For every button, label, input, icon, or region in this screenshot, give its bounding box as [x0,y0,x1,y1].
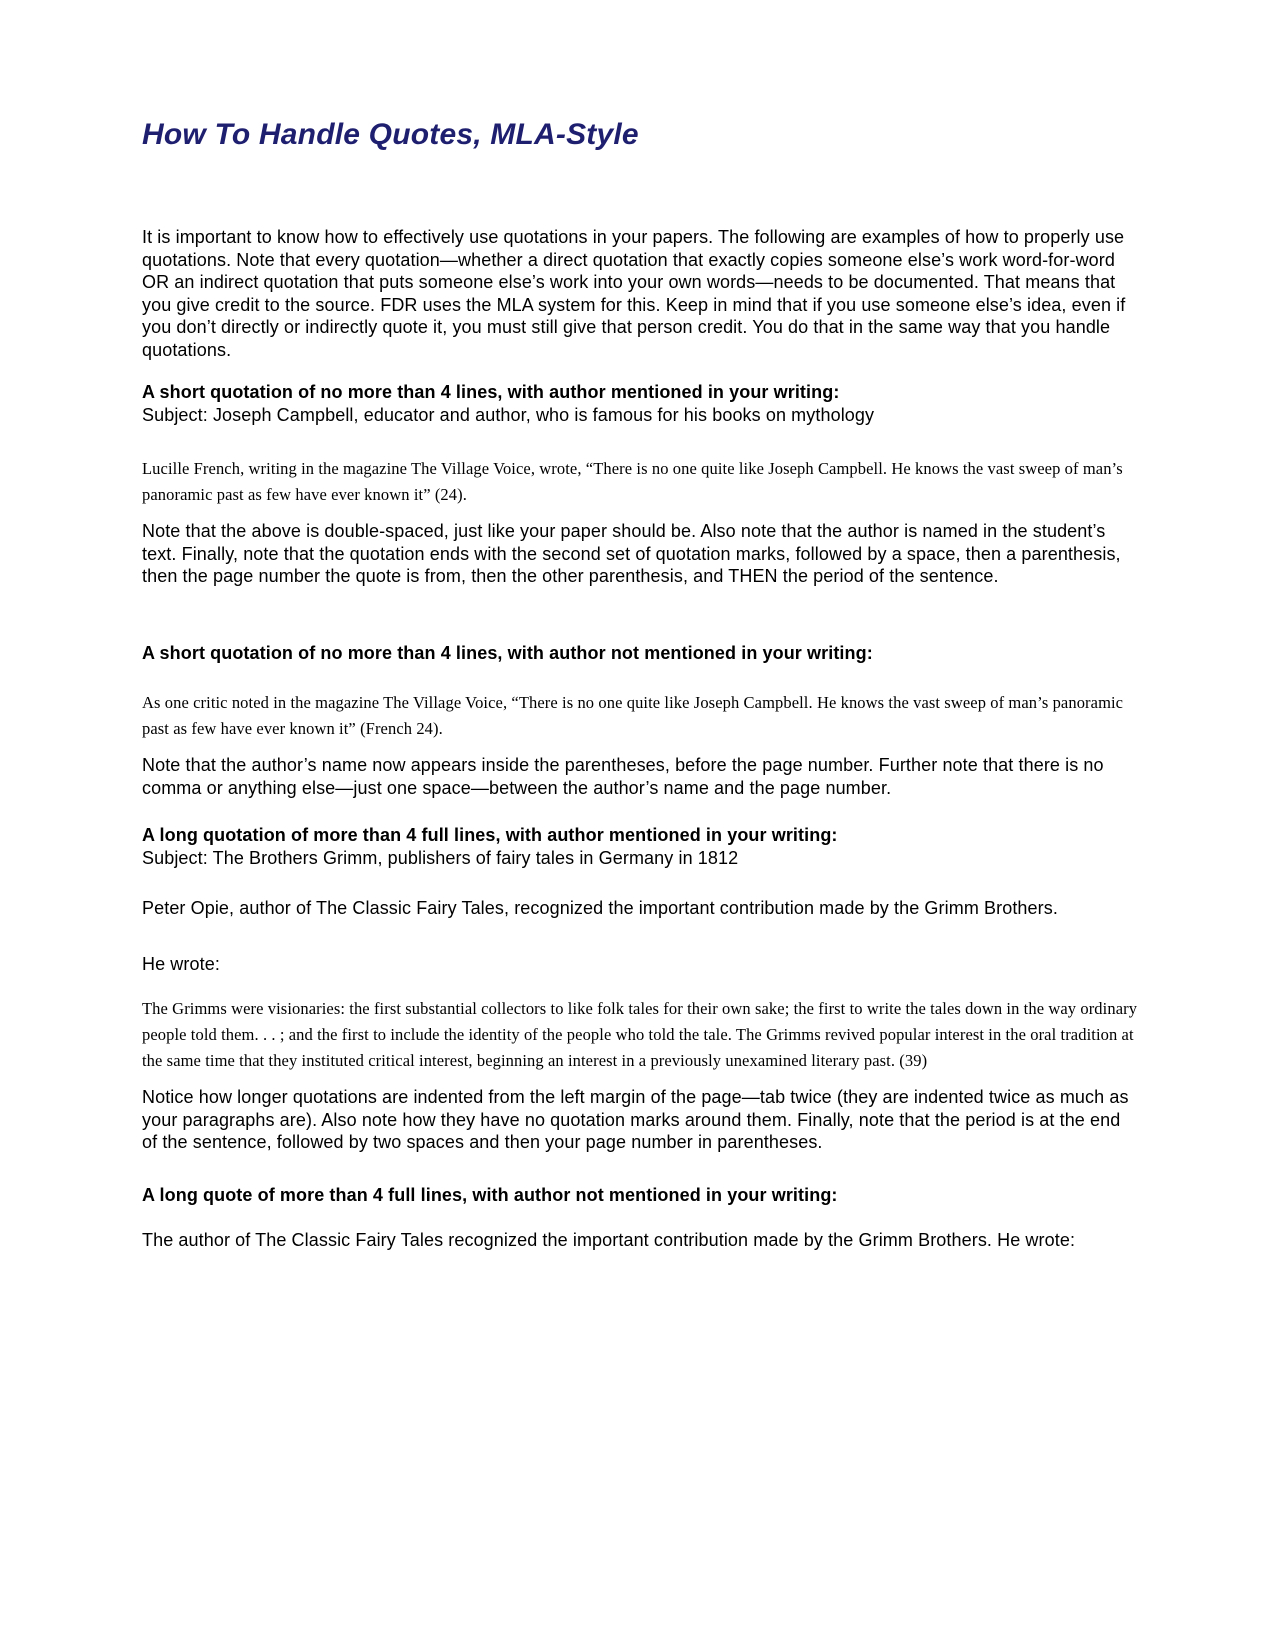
note-paragraph-long-quote-indented: Notice how longer quotations are indented from the left margin of the page—tab twice (they are indented twice as much as your paragraphs are). Also note how they have no quotation marks around them. Finally, note that the period is at the end of the sentence, followed by two spaces and then your page number in parentheses. [142,1087,1129,1152]
example-quote-author-mentioned: Lucille French, writing in the magazine The Village Voice, wrote, “There is no one quite like Joseph Campbell. He knows the vast sweep of man’s panoramic past as few have ever known it” (24). [142,459,1123,504]
lead-paragraph-he-wrote: He wrote: [142,953,220,974]
intro-paragraph: It is important to know how to effectively use quotations in your papers. The following are examples of how to properly use quotations. Note that every quotation—whether a direct quotation that exactly copies someone else’s work word-for-word OR an indirect quotation that puts someone else’s work into your own words—needs to be documented. That means that you give credit to the source. FDR uses the MLA system for this. Keep in mind that if you use someone else’s idea, even if you don’t directly or indirectly quote it, you must still give that person credit. You do that in the same way that you handle quotations. [142,227,1126,360]
example-quote-author-not-mentioned: As one critic noted in the magazine The Village Voice, “There is no one quite like Joseph Campbell. He knows the vast sweep of man’s panoramic past as few have ever known it” (French 24). [142,693,1124,738]
lead-paragraph-classic-fairy-tales: The author of The Classic Fairy Tales recognized the important contribution made by the Grimm Brothers. He wrote: [142,1230,1076,1250]
section-heading-short-quote-author-not-mentioned: A short quotation of no more than 4 lines, with author not mentioned in your writing: [142,642,873,663]
section-heading-short-quote-author-mentioned: A short quotation of no more than 4 lines, with author mentioned in your writing: [142,382,840,402]
note-paragraph-author-in-parentheses: Note that the author’s name now appears inside the parentheses, before the page number. Further note that there is no comma or anything else—just one space—between the author’s name and the page number. [142,755,1104,798]
subject-line-joseph-campbell: Subject: Joseph Campbell, educator and author, who is famous for his books on mythology [142,404,875,425]
section-heading-long-quote-author-mentioned: A long quotation of more than 4 full lines, with author mentioned in your writing: [142,825,838,845]
section-heading-long-quote-author-not-mentioned: A long quote of more than 4 full lines, with author not mentioned in your writing: [142,1184,838,1205]
subject-line-brothers-grimm: Subject: The Brothers Grimm, publishers of fairy tales in Germany in 1812 [142,847,739,868]
page-title: How To Handle Quotes, MLA-Style [142,118,639,151]
lead-paragraph-peter-opie: Peter Opie, author of The Classic Fairy Tales, recognized the important contribution made by the Grimm Brothers. [142,898,1058,918]
note-paragraph-double-spaced: Note that the above is double-spaced, just like your paper should be. Also note that the author is named in the student’s text. Finally, note that the quotation ends with the second set of quotation marks, followed by a space, then a parenthesis, then the page number the quote is from, then the other parenthesis, and THEN the period of the sentence. [142,521,1121,586]
example-long-quote-grimms: The Grimms were visionaries: the first substantial collectors to like folk tales for their own sake; the first to write the tales down in the way ordinary people told them. . . ; and the first to include the identity of the people who told the tale. The Grimms revived popular interest in the oral tradition at the same time that they instituted critical interest, beginning an interest in a previously unexamined literary past. (39) [142,999,1138,1070]
